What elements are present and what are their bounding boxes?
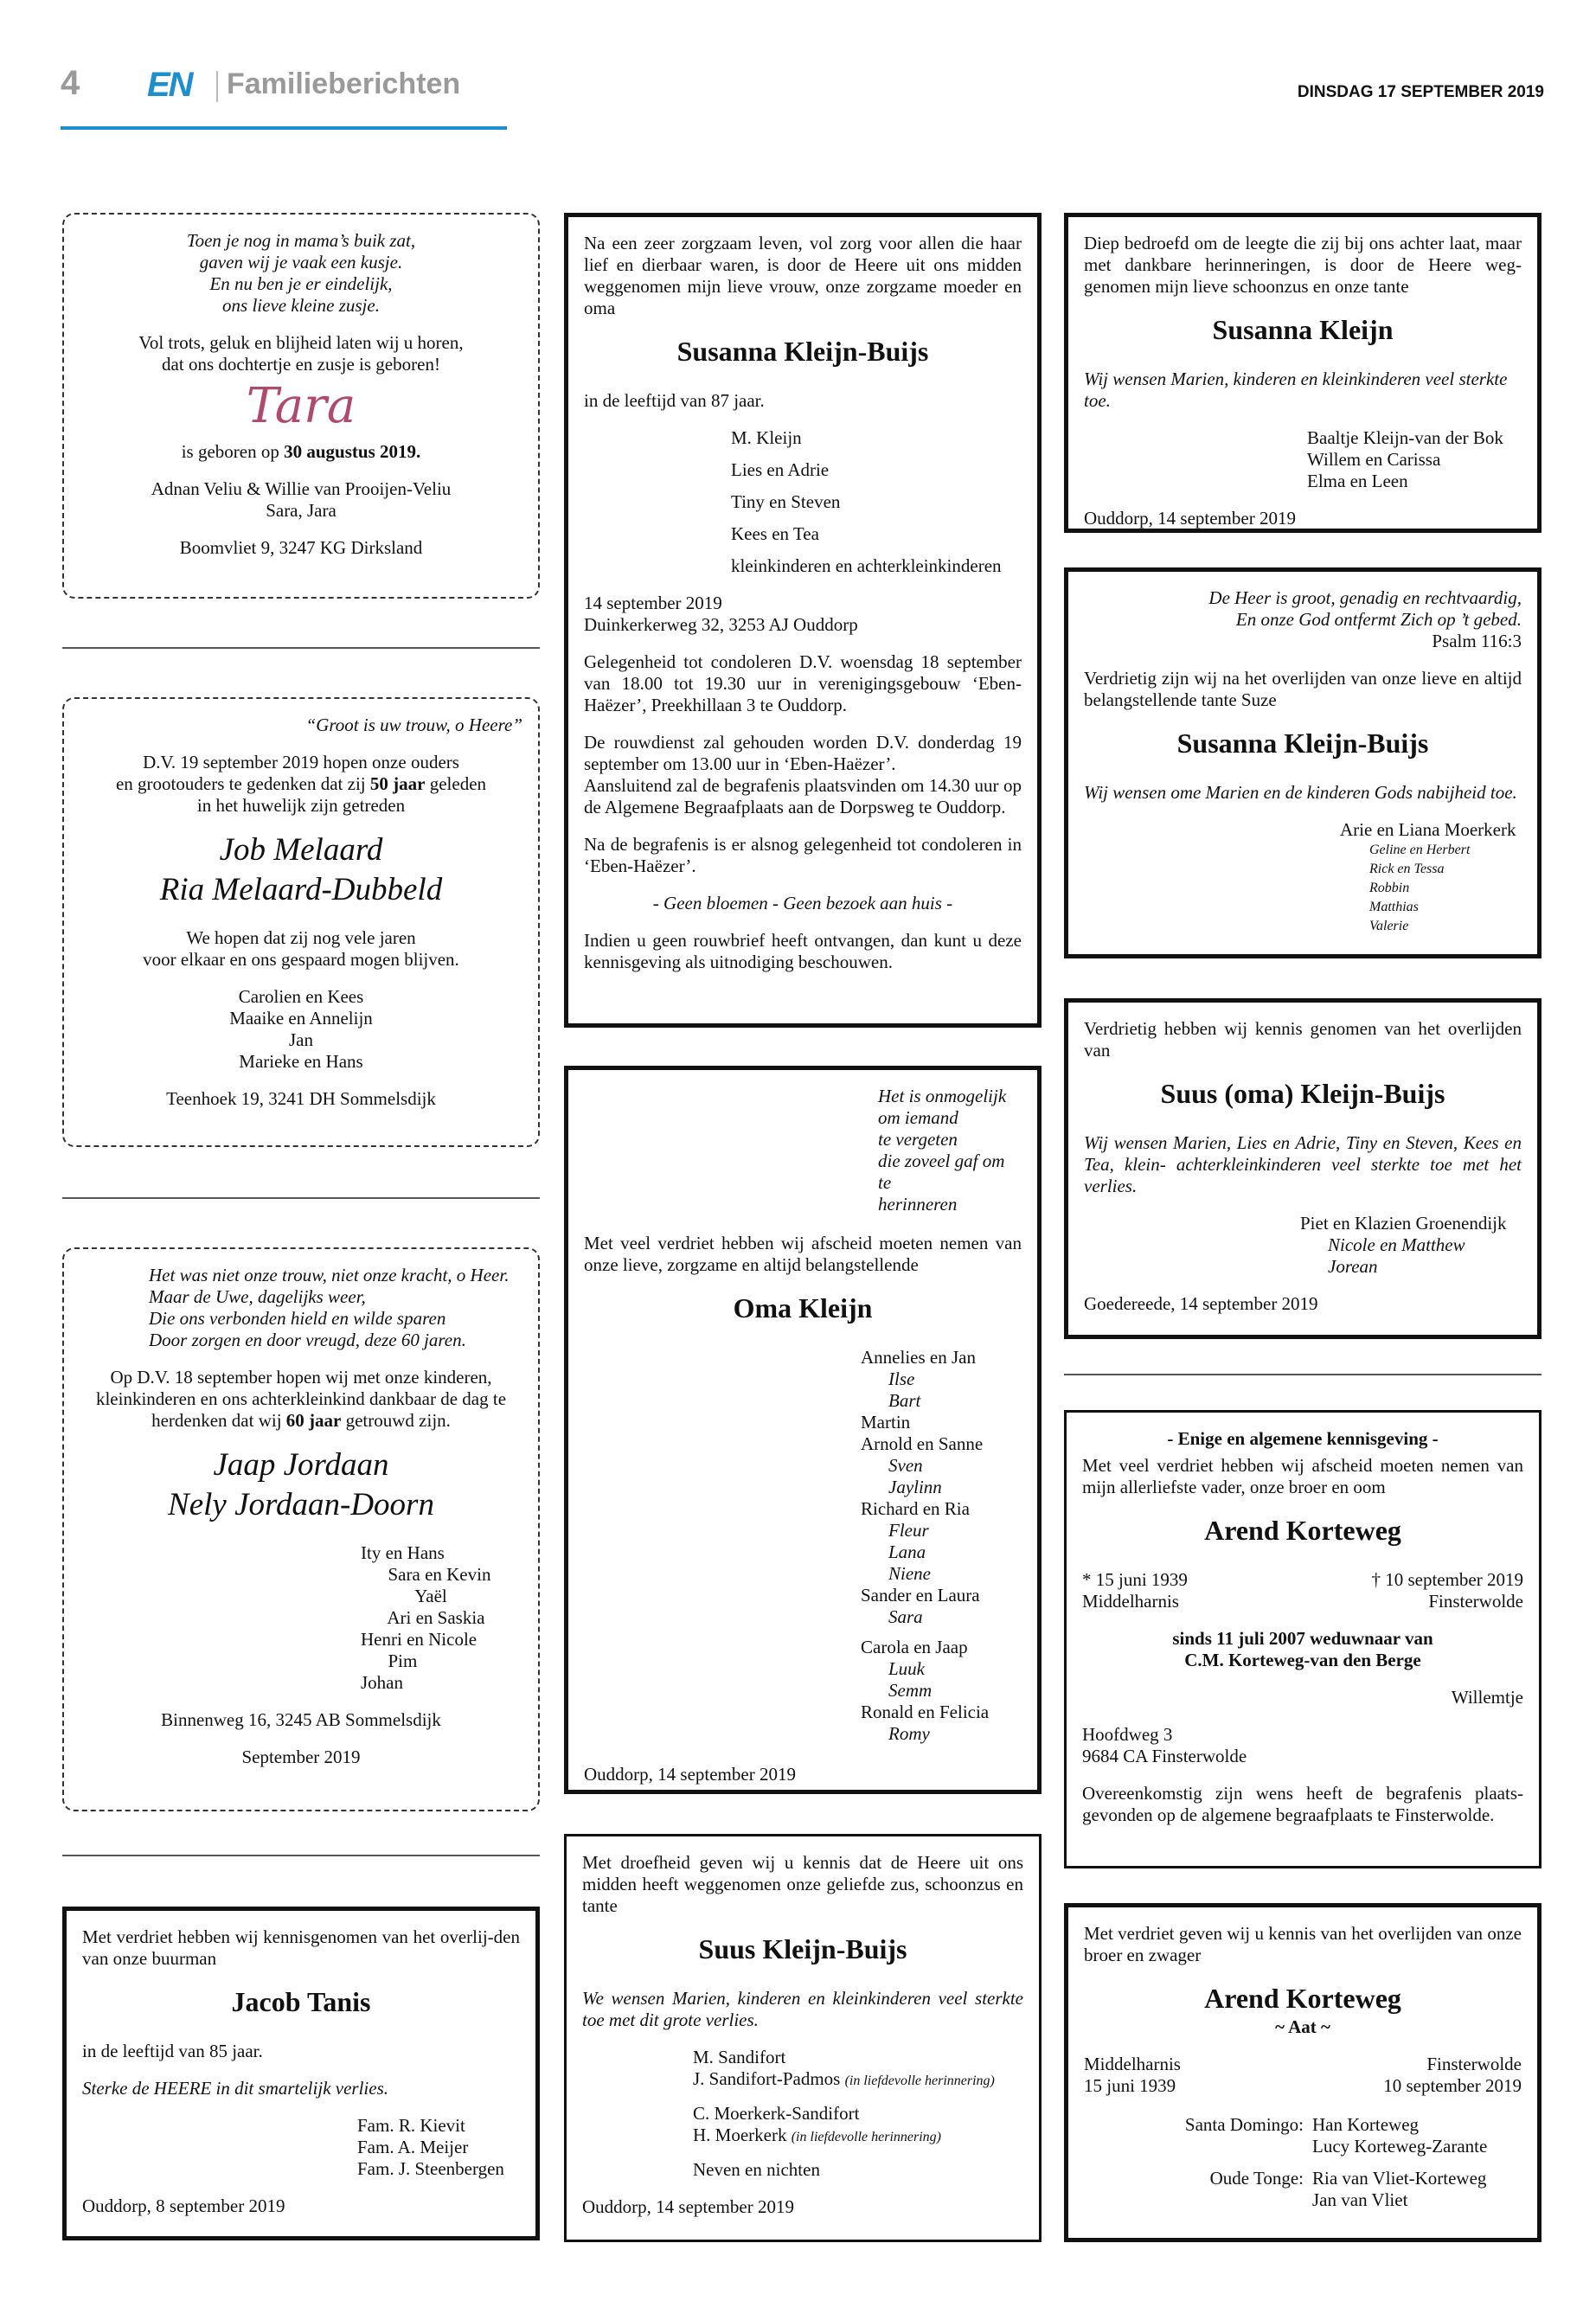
deceased-name: Jacob Tanis bbox=[231, 1986, 371, 2017]
nickname: ~ Aat ~ bbox=[1275, 2016, 1330, 2037]
family-member: Lies en Adrie bbox=[731, 459, 830, 480]
child-name: Matthias bbox=[1369, 900, 1419, 914]
deceased-name: Oma Kleijn bbox=[733, 1292, 873, 1324]
place-date: Ouddorp, 14 september 2019 bbox=[584, 1764, 796, 1785]
deceased-name: Suus (oma) Kleijn-Buijs bbox=[1160, 1078, 1445, 1109]
obituary-susanna-kleijn bbox=[1064, 213, 1542, 533]
birth-intro: Vol trots, geluk en blijheid laten wij u horen, dat ons dochtertje en zusje is geboren! bbox=[138, 332, 464, 375]
place-date: Ouddorp, 14 september 2019 bbox=[582, 2196, 794, 2217]
deceased-name: Susanna Kleijn-Buijs bbox=[676, 336, 929, 367]
husband-name: Job Melaard bbox=[219, 832, 383, 868]
obituary-intro: Met veel verdriet hebben wij afscheid moeten nemen van onze lieve, zorgzame en altijd belangstellende bbox=[584, 1233, 1022, 1275]
grandchild: Ilse bbox=[888, 1368, 915, 1389]
family-list: Ity en Hans Sara en Kevin Yaël Ari en Saskia Henri en Nicole Pim Johan bbox=[361, 1542, 491, 1693]
memorial-note: (in liefdevolle herinnering) bbox=[791, 2130, 941, 2144]
couple-names bbox=[80, 1445, 522, 1525]
grandchild: Niene bbox=[888, 1563, 931, 1584]
death-info: Finsterwolde 10 september 2019 bbox=[1383, 2054, 1522, 2096]
announcement-date: September 2019 bbox=[241, 1747, 361, 1767]
family-list bbox=[584, 427, 1022, 577]
obituary-intro: Met droefheid geven wij u kennis dat de Heere uit ons midden heeft weggenomen onze geliefde zus, schoonzus en tante bbox=[582, 1852, 1023, 1916]
years-married: 50 jaar bbox=[369, 773, 426, 794]
child-name: Geline en Herbert bbox=[1369, 843, 1471, 857]
wife-name: Ria Melaard-Dubbeld bbox=[159, 872, 443, 907]
family-group-sandifort bbox=[582, 2047, 1023, 2091]
column-divider bbox=[1064, 1374, 1542, 1375]
age-line: in de leeftijd van 87 jaar. bbox=[584, 390, 765, 411]
obituary-intro: Met verdriet hebben wij kennisgenomen van het overlij-den van onze buurman bbox=[82, 1926, 520, 1969]
anniversary-quote: “Groot is uw trouw, o Heere” bbox=[305, 715, 522, 735]
intro-part-1: Op D.V. 18 september hopen wij met onze kinderen, kleinkinderen en ons achterkleinkind dankbaar de dag te herdenken dat wij bbox=[95, 1367, 507, 1431]
condolence-info: Gelegenheid tot condoleren D.V. woensdag 18 september van 18.00 tot 19.30 uur in verenigingsgebouw ‘Eben-Haëzer’, Preekhillaan 3 te Ouddorp. bbox=[584, 651, 1022, 715]
widower-note: sinds 11 juli 2007 weduwnaar van C.M. Korteweg-van den Berge bbox=[1172, 1628, 1433, 1670]
grandchild: Sara bbox=[888, 1606, 923, 1627]
child-name: Rick en Tessa bbox=[1369, 862, 1445, 876]
family-member: Arnold en Sanne bbox=[861, 1433, 984, 1454]
child-name: Valerie bbox=[1369, 919, 1409, 933]
member-name: J. Sandifort-Padmos bbox=[693, 2068, 841, 2089]
anniversary-intro bbox=[80, 1367, 522, 1432]
obituary-jacob-tanis bbox=[62, 1907, 540, 2240]
column-divider bbox=[62, 1855, 540, 1856]
page-number: 4 bbox=[61, 64, 80, 102]
family-location-2 bbox=[1084, 2168, 1522, 2211]
family-group-moerkerk bbox=[582, 2103, 1023, 2147]
family-list bbox=[1084, 819, 1522, 936]
birth-death-dates bbox=[1084, 2054, 1522, 2097]
family-member: Tiny en Steven bbox=[731, 491, 841, 512]
date-address: 14 september 2019 Duinkerkerweg 32, 3253 AJ Ouddorp bbox=[584, 593, 858, 635]
child-name: Robbin bbox=[1369, 881, 1410, 895]
location-label: Oude Tonge: bbox=[1209, 2168, 1304, 2189]
after-funeral-info: Na de begrafenis is er alsnog gelegenheid tot condoleren in ‘Eben-Haëzer’. bbox=[584, 834, 1022, 876]
scripture-reference: Psalm 116:3 bbox=[1432, 631, 1522, 651]
no-flowers-note: - Geen bloemen - Geen bezoek aan huis - bbox=[652, 893, 953, 913]
location-names: Ria van Vliet-Korteweg Jan van Vliet bbox=[1312, 2168, 1487, 2210]
obituary-intro: Verdrietig hebben wij kennis genomen van het overlijden van bbox=[1084, 1018, 1522, 1061]
family-member: Ronald en Felicia bbox=[861, 1702, 990, 1722]
deceased-name: Suus Kleijn-Buijs bbox=[698, 1933, 907, 1965]
address: Hoofdweg 3 9684 CA Finsterwolde bbox=[1082, 1724, 1247, 1766]
birth-date-line bbox=[80, 441, 522, 463]
memorial-poem: Het is onmogelijk om iemand te vergeten die zoveel gaf om te herinneren bbox=[878, 1086, 1007, 1215]
memorial-note: (in liefdevolle herinnering) bbox=[844, 2073, 995, 2088]
years-married: 60 jaar bbox=[285, 1410, 342, 1431]
scripture-quote: De Heer is groot, genadig en rechtvaardig, En onze God ontfermt Zich op ’t gebed. bbox=[1208, 587, 1522, 630]
obituary-susanna-kleijn-buijs bbox=[564, 213, 1042, 1028]
family-member: M. Sandifort bbox=[693, 2047, 786, 2067]
grandchild: Semm bbox=[888, 1680, 933, 1701]
family-location-1 bbox=[1084, 2114, 1522, 2157]
section-title: Familieberichten bbox=[227, 67, 461, 100]
issue-date: DINSDAG 17 SEPTEMBER 2019 bbox=[1297, 83, 1544, 101]
children-list bbox=[1340, 841, 1522, 936]
husband-name: Jaap Jordaan bbox=[213, 1447, 389, 1483]
birth-info: * 15 juni 1939 Middelharnis bbox=[1082, 1569, 1188, 1612]
family-sub: Nicole en Matthew Jorean bbox=[1328, 1234, 1465, 1277]
anniversary-jordaan bbox=[62, 1247, 540, 1811]
baby-name: Tara bbox=[246, 378, 356, 434]
anniversary-intro bbox=[80, 752, 522, 817]
column-divider bbox=[62, 647, 540, 649]
obituary-intro: Diep bedroefd om de leegte die zij bij ons achter laat, maar met dankbare herinneringen, is door de Heere weg-genomen mijn lieve schoonzus en onze tante bbox=[1084, 233, 1522, 297]
grandchild: Sven bbox=[888, 1455, 923, 1476]
family-member: M. Kleijn bbox=[731, 427, 802, 448]
grandchild: Romy bbox=[888, 1723, 930, 1744]
obituary-suus-kleijn-buijs-sandifort bbox=[564, 1834, 1042, 2242]
obituary-intro: Met verdriet geven wij u kennis van het overlijden van onze broer en zwager bbox=[1084, 1923, 1522, 1965]
obituary-tante-suze bbox=[1064, 567, 1542, 958]
newspaper-logo[interactable]: EN bbox=[147, 66, 192, 104]
obituary-intro: Na een zeer zorgzaam leven, vol zorg voor allen die haar lief en dierbaar waren, is door de Heere uit ons midden weggenomen mijn lieve vrouw, onze zorgzame moeder en oma bbox=[584, 233, 1022, 318]
couple-names bbox=[80, 830, 522, 910]
family-member: Richard en Ria bbox=[861, 1498, 970, 1519]
family-member: C. Moerkerk-Sandifort bbox=[693, 2103, 860, 2124]
wife-name: Nely Jordaan-Doorn bbox=[168, 1487, 434, 1522]
family-list: Baaltje Kleijn-van der Bok Willem en Carissa Elma en Leen bbox=[1307, 427, 1503, 491]
member-name: H. Moerkerk bbox=[693, 2125, 787, 2145]
family-list: Carolien en Kees Maaike en Annelijn Jan Marieke en Hans bbox=[229, 986, 373, 1072]
age-line: in de leeftijd van 85 jaar. bbox=[82, 2041, 263, 2061]
birth-poem: Toen je nog in mama’s buik zat, gaven wij je vaak een kusje. En nu ben je er eindelijk, ons lieve kleine zusje. bbox=[186, 230, 416, 316]
family-member: Martin bbox=[861, 1412, 911, 1433]
address: Teenhoek 19, 3241 DH Sommelsdijk bbox=[166, 1088, 436, 1109]
announcement-heading: - Enige en algemene kennisgeving - bbox=[1167, 1428, 1439, 1449]
obituary-arend-korteweg-family bbox=[1064, 1410, 1542, 1868]
surviving-child: Willemtje bbox=[1451, 1687, 1523, 1708]
parents: Adnan Veliu & Willie van Prooijen-Veliu Sara, Jara bbox=[151, 478, 452, 521]
intro-part-1: D.V. 19 september 2019 hopen onze ouders en grootouders te gedenken dat zij bbox=[115, 752, 459, 794]
born-prefix: is geboren op bbox=[181, 441, 279, 462]
obituary-intro: Verdrietig zijn wij na het overlijden van onze lieve en altijd belangstellende tante Suze bbox=[1084, 668, 1522, 710]
intro-part-2: geleden in het huwelijk zijn getreden bbox=[196, 773, 487, 816]
condolence-wish: We wensen Marien, kinderen en kleinkinderen veel sterkte toe met dit grote verlies. bbox=[582, 1988, 1023, 2030]
grandchild: Lana bbox=[888, 1541, 926, 1562]
anniversary-poem: Het was niet onze trouw, niet onze kracht, o Heer. Maar de Uwe, dagelijks weer, Die ons verbonden hield en wilde sparen Door zorgen en door vreugd, deze 60 jaren. bbox=[149, 1265, 510, 1350]
family-member: Neven en nichten bbox=[693, 2159, 820, 2180]
invitation-note: Indien u geen rouwbrief heeft ontvangen, dan kunt u deze kennisgeving als uitnodiging beschouwen. bbox=[584, 930, 1022, 972]
condolence-wish: Wij wensen ome Marien en de kinderen Gods nabijheid toe. bbox=[1084, 782, 1517, 803]
address: Binnenweg 16, 3245 AB Sommelsdijk bbox=[161, 1709, 441, 1730]
intro-part-2: getrouwd zijn. bbox=[345, 1410, 451, 1431]
family-member: Kees en Tea bbox=[731, 523, 819, 544]
family-list: Fam. R. Kievit Fam. A. Meijer Fam. J. Steenbergen bbox=[357, 2115, 504, 2179]
family-member bbox=[693, 2068, 1023, 2091]
anniversary-wish: We hopen dat zij nog vele jaren voor elkaar en ons gespaard mogen blijven. bbox=[143, 927, 459, 970]
grandchild: Luuk bbox=[888, 1658, 925, 1679]
place-date: Goedereede, 14 september 2019 bbox=[1084, 1293, 1318, 1314]
obituary-suus-oma bbox=[1064, 998, 1542, 1339]
place-date: Ouddorp, 14 september 2019 bbox=[1084, 508, 1296, 529]
deceased-name: Susanna Kleijn-Buijs bbox=[1176, 727, 1429, 759]
column-divider bbox=[62, 1197, 540, 1199]
family-list bbox=[1084, 1213, 1522, 1278]
birth-info: Middelharnis 15 juni 1939 bbox=[1084, 2054, 1181, 2096]
deceased-name: Susanna Kleijn bbox=[1212, 314, 1394, 345]
funeral-info: De rouwdienst zal gehouden worden D.V. donderdag 19 september om 13.00 uur in ‘Eben-Haëzer’. Aansluitend zal de begrafenis plaatsvinden om 14.30 uur op de Algemene Begraafplaats aan de Dorpsweg te Ouddorp. bbox=[584, 732, 1022, 817]
family-main: Piet en Klazien Groenendijk bbox=[1300, 1213, 1507, 1234]
obituary-arend-korteweg-siblings bbox=[1064, 1903, 1542, 2242]
death-info: † 10 september 2019 Finsterwolde bbox=[1371, 1569, 1523, 1612]
family-member: Annelies en Jan bbox=[861, 1347, 976, 1368]
grandchild: Bart bbox=[888, 1390, 921, 1411]
family-member: Carola en Jaap bbox=[861, 1637, 968, 1657]
born-date: 30 augustus 2019. bbox=[284, 441, 421, 462]
location-label: Santa Domingo: bbox=[1184, 2114, 1304, 2135]
birth-announcement-tara bbox=[62, 213, 540, 599]
obituary-intro: Met veel verdriet hebben wij afscheid moeten nemen van mijn allerliefste vader, onze broer en oom bbox=[1082, 1455, 1523, 1497]
family-list bbox=[584, 1347, 1022, 1745]
birth-death-dates bbox=[1082, 1569, 1523, 1612]
funeral-note: Overeenkomstig zijn wens heeft de begrafenis plaats-gevonden op de algemene begraafplaats te Finsterwolde. bbox=[1082, 1783, 1523, 1825]
anniversary-melaard bbox=[62, 697, 540, 1147]
location-names: Han Korteweg Lucy Korteweg-Zarante bbox=[1312, 2114, 1488, 2157]
address: Boomvliet 9, 3247 KG Dirksland bbox=[179, 537, 423, 558]
obituary-oma-kleijn bbox=[564, 1066, 1042, 1794]
place-date: Ouddorp, 8 september 2019 bbox=[82, 2195, 285, 2216]
deceased-name: Arend Korteweg bbox=[1204, 1515, 1401, 1546]
deceased-name: Arend Korteweg bbox=[1204, 1983, 1401, 2014]
header-divider bbox=[216, 71, 218, 102]
condolence-wish: Wij wensen Marien, kinderen en kleinkinderen veel sterkte toe. bbox=[1084, 369, 1508, 411]
header-underline bbox=[61, 126, 507, 130]
family-member bbox=[693, 2125, 1023, 2147]
condolence-wish: Sterke de HEERE in dit smartelijk verlies. bbox=[82, 2078, 388, 2099]
condolence-wish: Wij wensen Marien, Lies en Adrie, Tiny en Steven, Kees en Tea, klein- achterkleinkinderen veel sterkte toe met het verlies. bbox=[1084, 1132, 1522, 1196]
grandchild: Fleur bbox=[888, 1520, 929, 1541]
family-member: kleinkinderen en achterkleinkinderen bbox=[731, 555, 1002, 576]
family-main: Arie en Liana Moerkerk bbox=[1340, 819, 1516, 840]
grandchild: Jaylinn bbox=[888, 1477, 942, 1497]
family-member: Sander en Laura bbox=[861, 1585, 980, 1606]
